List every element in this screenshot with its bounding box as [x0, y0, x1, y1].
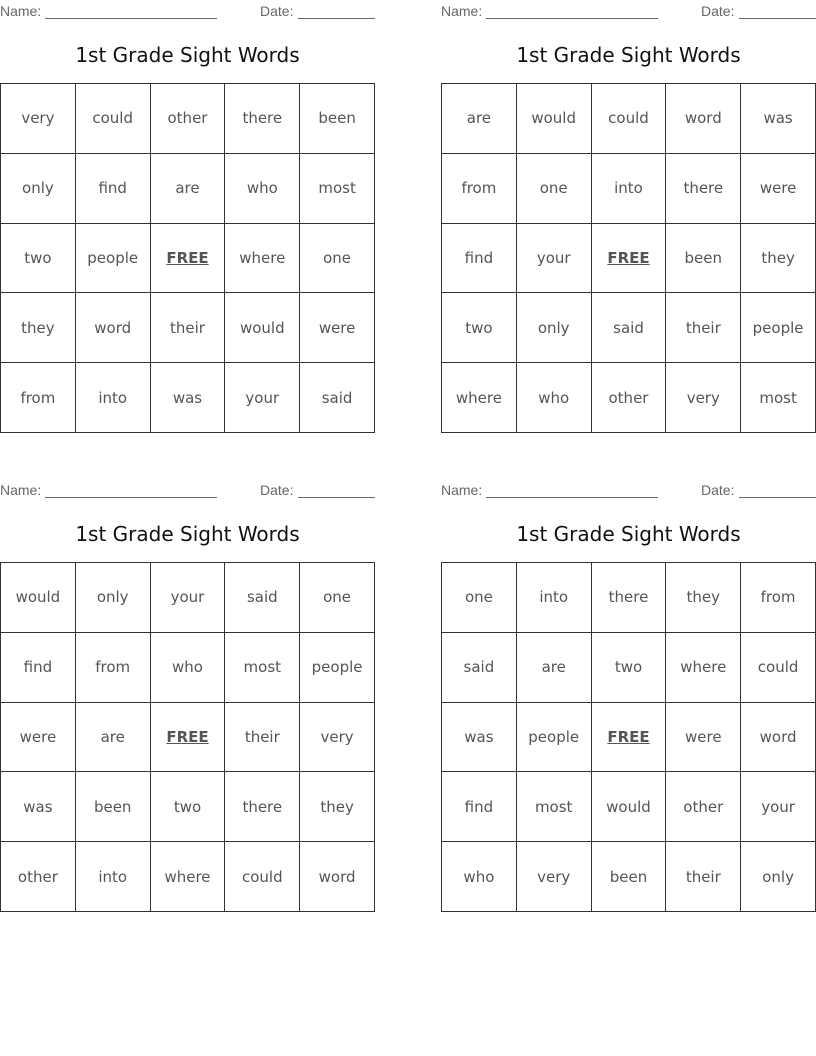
word-cell: been	[666, 224, 741, 294]
word-cell: they	[300, 772, 375, 842]
word-cell: could	[76, 84, 151, 154]
name-field-line	[45, 497, 217, 498]
word-cell: two	[151, 772, 226, 842]
word-cell: said	[442, 633, 517, 703]
word-cell: would	[592, 772, 667, 842]
name-field-line	[486, 497, 658, 498]
free-space-cell: FREE	[592, 703, 667, 773]
word-cell: very	[1, 84, 76, 154]
word-cell: who	[151, 633, 226, 703]
word-cell: who	[225, 154, 300, 224]
word-cell: could	[592, 84, 667, 154]
word-cell: your	[741, 772, 816, 842]
word-cell: there	[225, 772, 300, 842]
card-title: 1st Grade Sight Words	[75, 43, 300, 67]
word-cell: who	[442, 842, 517, 912]
word-cell: are	[517, 633, 592, 703]
word-cell: where	[151, 842, 226, 912]
word-cell: into	[76, 363, 151, 433]
word-cell: been	[76, 772, 151, 842]
word-cell: could	[741, 633, 816, 703]
word-cell: they	[666, 563, 741, 633]
word-cell: was	[741, 84, 816, 154]
card-title: 1st Grade Sight Words	[516, 522, 741, 546]
card-header	[0, 3, 375, 19]
word-cell: most	[225, 633, 300, 703]
word-cell: they	[1, 293, 76, 363]
bingo-card-4	[441, 479, 816, 911]
word-cell: would	[1, 563, 76, 633]
name-label: Name:	[0, 3, 42, 19]
word-cell: been	[592, 842, 667, 912]
word-cell: were	[1, 703, 76, 773]
word-cell: could	[225, 842, 300, 912]
word-cell: word	[741, 703, 816, 773]
word-cell: your	[517, 224, 592, 294]
word-cell: their	[151, 293, 226, 363]
word-cell: people	[517, 703, 592, 773]
word-cell: there	[592, 563, 667, 633]
bingo-grid	[0, 562, 375, 912]
word-cell: from	[741, 563, 816, 633]
date-field-line	[298, 18, 375, 19]
word-cell: most	[300, 154, 375, 224]
word-cell: one	[517, 154, 592, 224]
word-cell: other	[151, 84, 226, 154]
date-field-line	[298, 497, 375, 498]
name-label: Name:	[0, 482, 42, 498]
word-cell: your	[151, 563, 226, 633]
word-cell: two	[592, 633, 667, 703]
bingo-grid	[441, 562, 816, 912]
bingo-card-2	[441, 0, 816, 432]
word-cell: from	[442, 154, 517, 224]
word-cell: into	[592, 154, 667, 224]
word-cell: are	[76, 703, 151, 773]
word-cell: only	[741, 842, 816, 912]
word-cell: most	[517, 772, 592, 842]
word-cell: two	[442, 293, 517, 363]
word-cell: find	[76, 154, 151, 224]
word-cell: other	[666, 772, 741, 842]
word-cell: was	[151, 363, 226, 433]
word-cell: are	[151, 154, 226, 224]
date-label: Date:	[260, 3, 294, 19]
word-cell: was	[1, 772, 76, 842]
word-cell: people	[741, 293, 816, 363]
word-cell: only	[517, 293, 592, 363]
word-cell: there	[225, 84, 300, 154]
date-label: Date:	[701, 3, 735, 19]
card-header	[441, 482, 816, 498]
word-cell: from	[76, 633, 151, 703]
word-cell: very	[517, 842, 592, 912]
word-cell: very	[666, 363, 741, 433]
word-cell: their	[666, 842, 741, 912]
free-space-cell: FREE	[151, 224, 226, 294]
word-cell: was	[442, 703, 517, 773]
word-cell: two	[1, 224, 76, 294]
word-cell: where	[225, 224, 300, 294]
word-cell: into	[76, 842, 151, 912]
word-cell: find	[1, 633, 76, 703]
word-cell: word	[76, 293, 151, 363]
word-cell: people	[76, 224, 151, 294]
word-cell: are	[442, 84, 517, 154]
date-label: Date:	[260, 482, 294, 498]
word-cell: only	[1, 154, 76, 224]
word-cell: there	[666, 154, 741, 224]
word-cell: people	[300, 633, 375, 703]
word-cell: word	[300, 842, 375, 912]
card-title: 1st Grade Sight Words	[516, 43, 741, 67]
card-title: 1st Grade Sight Words	[75, 522, 300, 546]
bingo-grid	[0, 83, 375, 433]
word-cell: only	[76, 563, 151, 633]
bingo-card-1	[0, 0, 375, 432]
word-cell: find	[442, 772, 517, 842]
word-cell: into	[517, 563, 592, 633]
card-header	[441, 3, 816, 19]
word-cell: who	[517, 363, 592, 433]
word-cell: where	[442, 363, 517, 433]
date-field-line	[739, 18, 816, 19]
word-cell: other	[1, 842, 76, 912]
bingo-grid	[441, 83, 816, 433]
word-cell: said	[225, 563, 300, 633]
word-cell: they	[741, 224, 816, 294]
word-cell: would	[225, 293, 300, 363]
word-cell: from	[1, 363, 76, 433]
word-cell: one	[300, 224, 375, 294]
word-cell: were	[300, 293, 375, 363]
name-field-line	[45, 18, 217, 19]
word-cell: other	[592, 363, 667, 433]
word-cell: word	[666, 84, 741, 154]
word-cell: would	[517, 84, 592, 154]
word-cell: your	[225, 363, 300, 433]
date-label: Date:	[701, 482, 735, 498]
word-cell: were	[666, 703, 741, 773]
name-label: Name:	[441, 3, 483, 19]
free-space-cell: FREE	[592, 224, 667, 294]
word-cell: one	[300, 563, 375, 633]
free-space-cell: FREE	[151, 703, 226, 773]
card-header	[0, 482, 375, 498]
word-cell: where	[666, 633, 741, 703]
word-cell: said	[592, 293, 667, 363]
name-field-line	[486, 18, 658, 19]
word-cell: their	[225, 703, 300, 773]
bingo-card-3	[0, 479, 375, 911]
word-cell: their	[666, 293, 741, 363]
word-cell: were	[741, 154, 816, 224]
word-cell: one	[442, 563, 517, 633]
word-cell: been	[300, 84, 375, 154]
word-cell: find	[442, 224, 517, 294]
name-label: Name:	[441, 482, 483, 498]
word-cell: very	[300, 703, 375, 773]
word-cell: most	[741, 363, 816, 433]
date-field-line	[739, 497, 816, 498]
word-cell: said	[300, 363, 375, 433]
